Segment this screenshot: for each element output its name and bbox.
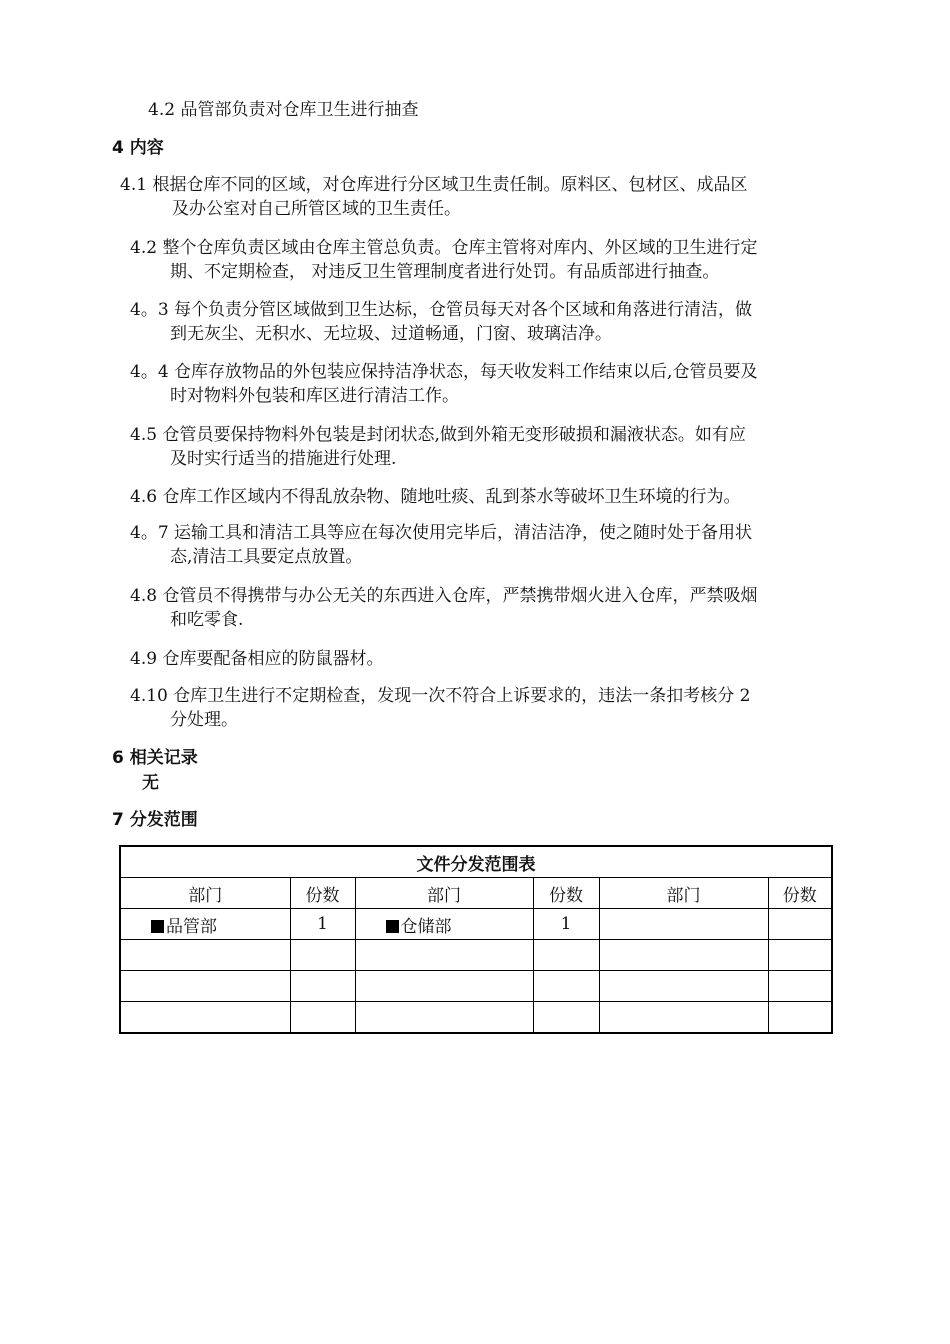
dept-cell [355, 1002, 533, 1034]
item-4-3 [130, 298, 838, 346]
item-4-1-line1: 4.1 根据仓库不同的区域，对仓库进行分区域卫生责任制。原料区、包材区、成品区 [120, 175, 748, 195]
item-4-2-line1: 4.2 整个仓库负责区域由仓库主管总负责。仓库主管将对库内、外区域的卫生进行定 [130, 238, 758, 258]
item-4-8 [130, 584, 838, 632]
table-row [120, 940, 832, 971]
header-dept-3: 部门 [599, 878, 768, 909]
dept-name: 仓储部 [400, 916, 452, 937]
section-6-content: 无 [142, 773, 159, 793]
table-title-row [120, 846, 832, 878]
table-row [120, 1002, 832, 1034]
checked-square-icon [386, 920, 399, 933]
item-4-8-line1: 4.8 仓管员不得携带与办公无关的东西进入仓库，严禁携带烟火进入仓库，严禁吸烟 [130, 586, 758, 606]
item-4-6 [130, 485, 838, 509]
header-count-3: 份数 [768, 878, 832, 909]
item-4-2-line2: 期、不定期检查， 对违反卫生管理制度者进行处罚。有品质部进行抽查。 [170, 262, 720, 282]
dept-cell [599, 940, 768, 971]
count-cell [533, 940, 599, 971]
item-4-7-line2: 态,清洁工具要定点放置。 [170, 547, 363, 567]
item-4-4-line1: 4。4 仓库存放物品的外包装应保持洁净状态，每天收发料工作结束以后,仓管员要及 [130, 362, 758, 382]
section-4-title: 4 内容 [112, 138, 164, 158]
count-cell [768, 909, 832, 940]
count-cell [768, 971, 832, 1002]
distribution-table [119, 845, 831, 1034]
header-dept-2: 部门 [355, 878, 533, 909]
item-4-8-line2: 和吃零食. [170, 610, 244, 630]
item-4-1 [120, 173, 828, 221]
item-4-10-line1: 4.10 仓库卫生进行不定期检查，发现一次不符合上诉要求的，违法一条扣考核分 2 [130, 686, 751, 706]
count-cell [768, 1002, 832, 1034]
dept-cell [599, 971, 768, 1002]
item-4-10 [130, 684, 838, 732]
table-title: 文件分发范围表 [120, 846, 832, 878]
count-cell [768, 940, 832, 971]
count-cell [290, 971, 355, 1002]
checked-square-icon [151, 920, 164, 933]
item-4-2 [130, 236, 838, 284]
dept-cell [599, 909, 768, 940]
item-4-5-line2: 及时实行适当的措施进行处理. [170, 449, 397, 469]
item-4-3-line2: 到无灰尘、无积水、无垃圾、过道畅通，门窗、玻璃洁净。 [170, 324, 612, 344]
item-4-10-line2: 分处理。 [170, 710, 238, 730]
dept-cell [120, 909, 290, 940]
distribution-table-grid [119, 845, 833, 1034]
item-4-3-line1: 4。3 每个负责分管区域做到卫生达标，仓管员每天对各个区域和角落进行清洁，做 [130, 300, 753, 320]
dept-cell [355, 909, 533, 940]
count-cell [290, 940, 355, 971]
count-cell [533, 1002, 599, 1034]
table-row [120, 909, 832, 940]
item-4-5 [130, 423, 838, 471]
section-6-title: 6 相关记录 [112, 748, 198, 768]
dept-cell [599, 1002, 768, 1034]
item-4-9 [130, 647, 838, 671]
dept-name: 品管部 [166, 916, 217, 937]
table-header-row [120, 878, 832, 909]
dept-cell [120, 1002, 290, 1034]
item-4-6-line1: 4.6 仓库工作区域内不得乱放杂物、随地吐痰、乱到茶水等破坏卫生环境的行为。 [130, 487, 741, 507]
section-7-title: 7 分发范围 [112, 810, 198, 830]
count-cell: 1 [290, 909, 355, 940]
item-4-1-line2: 及办公室对自己所管区域的卫生责任。 [172, 199, 461, 219]
header-count-1: 份数 [290, 878, 355, 909]
dept-cell [120, 971, 290, 1002]
item-4-4-line2: 时对物料外包装和库区进行清洁工作。 [170, 386, 459, 406]
count-cell [533, 971, 599, 1002]
header-count-2: 份数 [533, 878, 599, 909]
item-4-9-line1: 4.9 仓库要配备相应的防鼠器材。 [130, 649, 384, 669]
item-4-7-line1: 4。7 运输工具和清洁工具等应在每次使用完毕后，清洁洁净，使之随时处于备用状 [130, 523, 753, 543]
header-dept-1: 部门 [120, 878, 290, 909]
count-cell [290, 1002, 355, 1034]
top-item: 4.2 品管部负责对仓库卫生进行抽查 [148, 100, 419, 120]
table-row [120, 971, 832, 1002]
item-4-7 [130, 521, 838, 569]
item-4-5-line1: 4.5 仓管员要保持物料外包装是封闭状态,做到外箱无变形破损和漏液状态。如有应 [130, 425, 746, 445]
dept-cell [120, 940, 290, 971]
item-4-4 [130, 360, 838, 408]
dept-cell [355, 940, 533, 971]
count-cell: 1 [533, 909, 599, 940]
dept-cell [355, 971, 533, 1002]
